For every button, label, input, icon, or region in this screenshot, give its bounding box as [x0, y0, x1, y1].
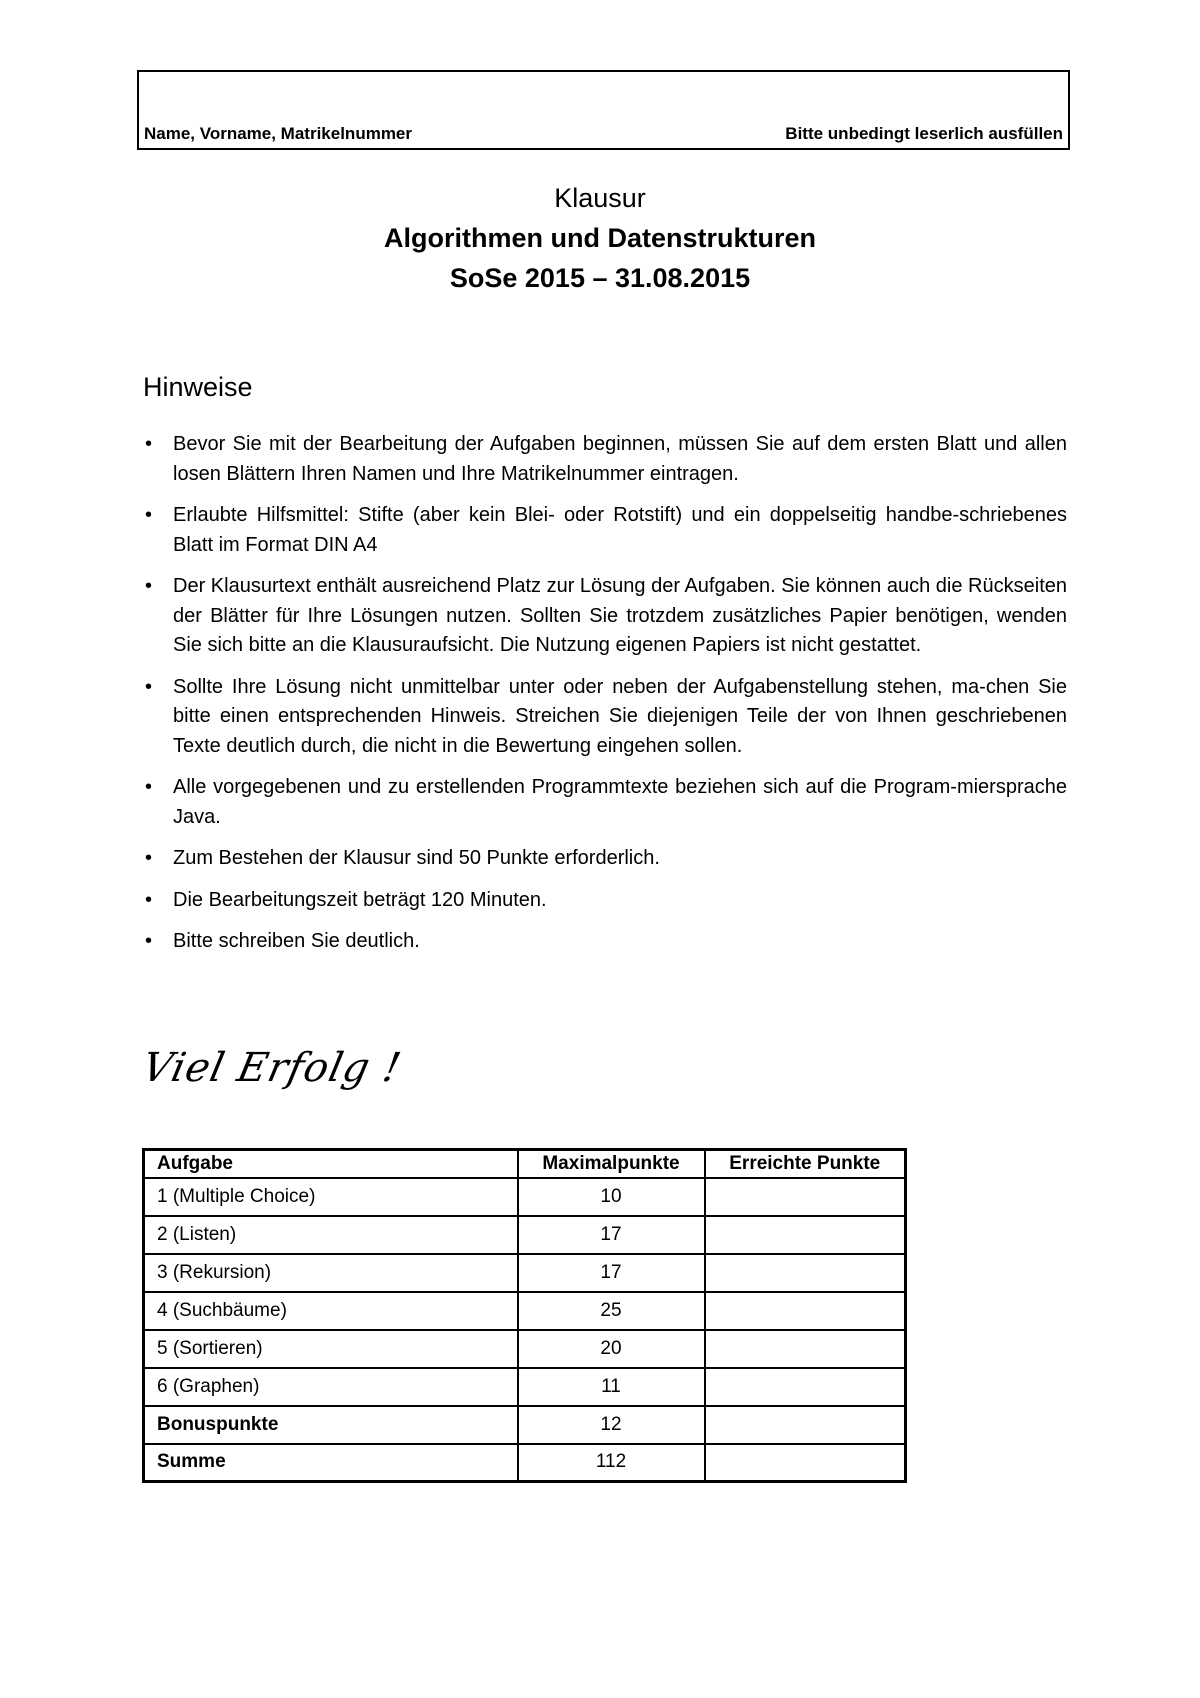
table-row: [144, 1292, 906, 1330]
task-cell: 2 (Listen): [144, 1216, 518, 1254]
max-points-cell: 20: [518, 1330, 705, 1368]
hinweis-item: • Bevor Sie mit der Bearbeitung der Aufgaben beginnen, müssen Sie auf dem ersten Blatt und allen losen Blättern Ihren Namen und Ihre Matrikelnummer eintragen.: [143, 430, 1067, 489]
title-line-3: SoSe 2015 – 31.08.2015: [449, 263, 751, 293]
table-row: [144, 1330, 906, 1368]
achieved-points-cell[interactable]: [705, 1178, 906, 1216]
task-cell: 4 (Suchbäume): [144, 1292, 518, 1330]
table-row: [144, 1254, 906, 1292]
table-header-row: [144, 1150, 906, 1178]
task-cell: 5 (Sortieren): [144, 1330, 518, 1368]
task-cell: 6 (Graphen): [144, 1368, 518, 1406]
max-points-cell: 11: [518, 1368, 705, 1406]
max-points-cell: 17: [518, 1216, 705, 1254]
name-label: Name, Vorname, Matrikelnummer: [144, 124, 412, 143]
table-row: [144, 1178, 906, 1216]
max-points-cell: 12: [518, 1406, 705, 1444]
hinweis-item: • Die Bearbeitungszeit beträgt 120 Minuten.: [143, 886, 1067, 916]
table-row: [144, 1216, 906, 1254]
achieved-points-cell[interactable]: [705, 1216, 906, 1254]
hinweis-item: • Alle vorgegebenen und zu erstellenden Programmtexte beziehen sich auf die Program-miersprache Java.: [143, 773, 1067, 832]
max-points-cell: 112: [518, 1444, 705, 1482]
points-table: [142, 1148, 907, 1483]
fill-hint: Bitte unbedingt leserlich ausfüllen: [785, 124, 1063, 143]
name-entry-box[interactable]: [137, 70, 1070, 150]
achieved-points-cell[interactable]: [705, 1254, 906, 1292]
exam-title: [0, 178, 1200, 298]
hinweise-list: [143, 430, 1067, 969]
table-row: [144, 1368, 906, 1406]
title-line-1: Klausur: [554, 183, 646, 213]
task-cell: 3 (Rekursion): [144, 1254, 518, 1292]
hinweis-item: • Erlaubte Hilfsmittel: Stifte (aber kein Blei- oder Rotstift) und ein doppelseitig handbe-schriebenes Blatt im Format DIN A4: [143, 501, 1067, 560]
achieved-points-cell[interactable]: [705, 1368, 906, 1406]
task-cell: Bonuspunkte: [144, 1406, 518, 1444]
table-row-bonus: [144, 1406, 906, 1444]
signature-viel-erfolg: Viel Erfolg !: [138, 1045, 406, 1091]
header-erreichte-punkte: Erreichte Punkte: [705, 1150, 906, 1178]
task-cell: 1 (Multiple Choice): [144, 1178, 518, 1216]
header-aufgabe: Aufgabe: [144, 1150, 518, 1178]
achieved-points-cell[interactable]: [705, 1406, 906, 1444]
max-points-cell: 10: [518, 1178, 705, 1216]
title-line-2: Algorithmen und Datenstrukturen: [383, 223, 816, 253]
max-points-cell: 17: [518, 1254, 705, 1292]
hinweise-heading: Hinweise: [143, 372, 253, 402]
achieved-points-cell[interactable]: [705, 1444, 906, 1482]
hinweis-item: • Der Klausurtext enthält ausreichend Platz zur Lösung der Aufgaben. Sie können auch die Rückseiten der Blätter für Ihre Lösungen nutzen. Sollten Sie trotzdem zusätzliches Papier benötigen, wenden Sie sich bitte an die Klausuraufsicht. Die Nutzung eigenen Papiers ist nicht gestattet.: [143, 572, 1067, 661]
achieved-points-cell[interactable]: [705, 1330, 906, 1368]
hinweis-item: • Bitte schreiben Sie deutlich.: [143, 927, 1067, 957]
header-maximalpunkte: Maximalpunkte: [518, 1150, 705, 1178]
hinweis-item: • Sollte Ihre Lösung nicht unmittelbar unter oder neben der Aufgabenstellung stehen, ma-chen Sie bitte einen entsprechenden Hinweis. Streichen Sie diejenigen Teile der von Ihnen geschriebenen Texte deutlich durch, die nicht in die Bewertung eingehen sollen.: [143, 673, 1067, 762]
hinweis-item: • Zum Bestehen der Klausur sind 50 Punkte erforderlich.: [143, 844, 1067, 874]
max-points-cell: 25: [518, 1292, 705, 1330]
table-row-summe: [144, 1444, 906, 1482]
achieved-points-cell[interactable]: [705, 1292, 906, 1330]
task-cell: Summe: [144, 1444, 518, 1482]
